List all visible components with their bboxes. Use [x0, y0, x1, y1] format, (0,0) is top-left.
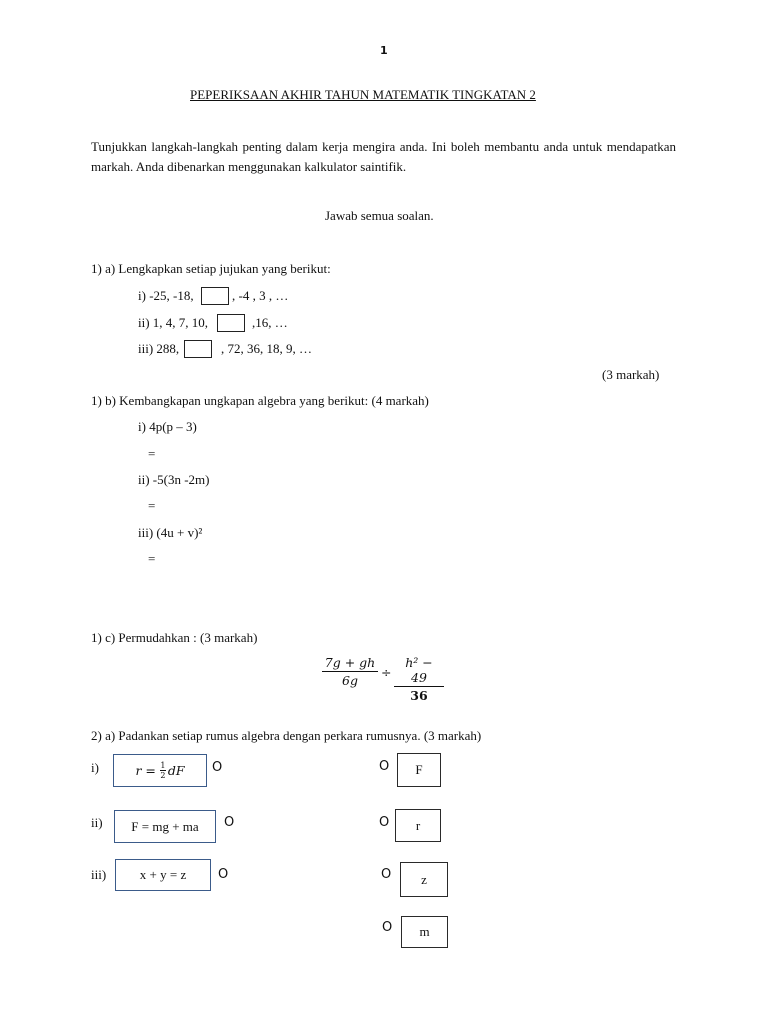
- q2a-subject-box-z: [400, 862, 448, 897]
- q1c-fraction-2-numerator: h² − 49: [405, 655, 433, 685]
- q1b-heading: 1) b) Kembangkapan ungkapan algebra yang berikut: (4 markah): [91, 393, 429, 408]
- q1a-item-ii-after: ,16, …: [252, 315, 288, 330]
- q2a-subject-box-f: [397, 753, 441, 787]
- q1c-fraction-1: [322, 655, 378, 688]
- q2a-formula-box-iii: [115, 859, 211, 891]
- q1a-marks: (3 markah): [602, 367, 660, 382]
- q2a-subject-box-m: [401, 916, 448, 948]
- q2a-right-marker-m[interactable]: O: [382, 920, 393, 935]
- page-number: 1: [380, 44, 388, 57]
- q2a-subject-m: m: [419, 924, 430, 939]
- q2a-formula-i-half: [160, 761, 166, 780]
- q2a-formula-i-half-denominator: 2: [160, 771, 166, 780]
- q2a-subject-z: z: [421, 871, 427, 887]
- q1b-item-ii: ii) -5(3n -2m): [138, 472, 210, 487]
- q1a-answer-box-ii[interactable]: [217, 314, 245, 332]
- exam-title: PEPERIKSAAN AKHIR TAHUN MATEMATIK TINGKATAN 2: [190, 87, 536, 102]
- q1b-equals-i: =: [148, 446, 156, 461]
- q2a-heading: 2) a) Padankan setiap rumus algebra dengan perkara rumusnya. (3 markah): [91, 728, 482, 743]
- q1c-heading: 1) c) Permudahkan : (3 markah): [91, 630, 258, 645]
- q1c-fraction-1-numerator: 7g + gh: [324, 655, 376, 670]
- q2a-formula-box-ii: [114, 810, 216, 843]
- q1b-item-iii: iii) (4u + v)²: [138, 525, 203, 540]
- q2a-subject-f: F: [415, 762, 423, 777]
- q2a-subject-box-r: [395, 809, 441, 842]
- q1a-heading: 1) a) Lengkapkan setiap jujukan yang berikut:: [91, 261, 331, 276]
- q2a-left-label-i: i): [91, 760, 99, 775]
- answer-all-instruction: Jawab semua soalan.: [325, 208, 434, 223]
- q2a-formula-i-lhs: r =: [135, 763, 156, 778]
- q1a-answer-box-iii[interactable]: [184, 340, 212, 358]
- q1a-item-i-after: , -4 , 3 , …: [232, 288, 289, 303]
- q2a-formula-i-half-numerator: 1: [160, 761, 166, 770]
- q2a-subject-r: r: [415, 817, 421, 833]
- q2a-left-marker-i[interactable]: O: [212, 760, 223, 775]
- q2a-left-marker-iii[interactable]: O: [218, 867, 229, 882]
- q2a-right-marker-r[interactable]: O: [379, 815, 390, 830]
- q1c-fraction-1-denominator: 6g: [342, 673, 358, 688]
- q2a-left-label-ii: ii): [91, 815, 103, 830]
- q1a-item-ii-before: ii) 1, 4, 7, 10,: [138, 315, 209, 330]
- q1b-equals-iii: =: [148, 551, 156, 566]
- q1b-item-i: i) 4p(p – 3): [138, 419, 197, 434]
- q1c-fraction-2: [394, 655, 444, 703]
- q2a-left-marker-ii[interactable]: O: [224, 815, 235, 830]
- q1c-divide-operator: ÷: [381, 665, 392, 680]
- q2a-left-label-iii: iii): [91, 867, 107, 882]
- q1a-answer-box-i[interactable]: [201, 287, 229, 305]
- q2a-formula-ii: F = mg + ma: [131, 818, 199, 834]
- q1a-item-iii-after: , 72, 36, 18, 9, …: [221, 341, 312, 356]
- q1c-fraction-2-denominator: 36: [410, 688, 428, 703]
- q1b-equals-ii: =: [148, 498, 156, 513]
- q1a-item-i-before: i) -25, -18,: [138, 288, 194, 303]
- q2a-right-marker-f[interactable]: O: [379, 759, 390, 774]
- q2a-formula-box-i: [113, 754, 207, 787]
- q2a-right-marker-z[interactable]: O: [381, 867, 392, 882]
- q2a-formula-iii: x + y = z: [139, 867, 187, 882]
- q2a-formula-i-rhs: dF: [167, 763, 185, 778]
- instructions: Tunjukkan langkah-langkah penting dalam kerja mengira anda. Ini boleh membantu anda untuk mendapatkan markah. Anda dibenarkan menggunakan kalkulator saintifik.: [91, 139, 676, 174]
- q1a-item-iii-before: iii) 288,: [138, 341, 180, 356]
